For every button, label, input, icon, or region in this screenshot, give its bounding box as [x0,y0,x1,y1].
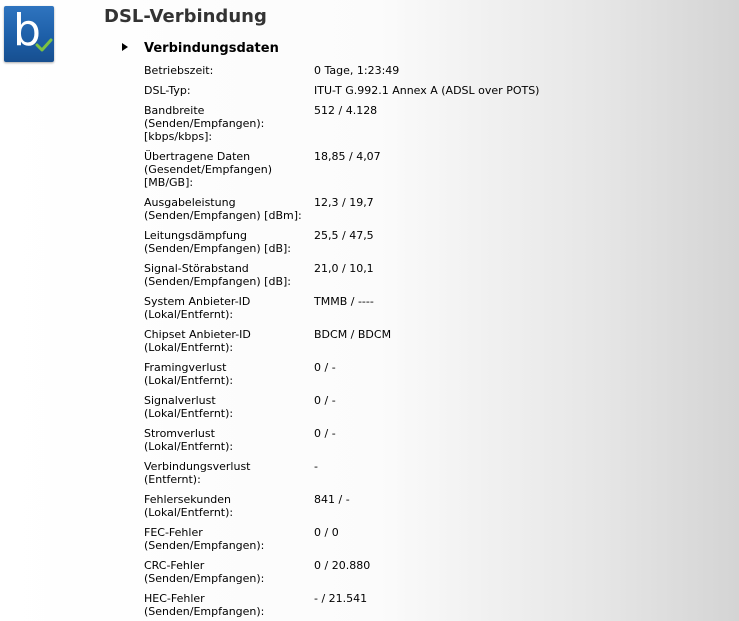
row-label: Leitungsdämpfung (Senden/Empfangen) [dB]: [144,229,292,255]
data-row [144,328,704,354]
data-row [144,361,704,387]
data-row [144,64,704,77]
section-title: Verbindungsdaten [144,41,279,56]
row-value: - [314,460,318,473]
data-row [144,104,704,143]
connection-data-list [144,64,704,618]
data-row [144,262,704,288]
row-label: Stromverlust (Lokal/Entfernt): [144,427,234,453]
row-value: 25,5 / 47,5 [314,229,374,242]
row-label: Fehlersekunden (Lokal/Entfernt): [144,493,234,519]
row-label: System Anbieter-ID (Lokal/Entfernt): [144,295,251,321]
row-label: HEC-Fehler (Senden/Empfangen): [144,592,265,618]
row-label: Signalverlust (Lokal/Entfernt): [144,394,234,420]
triangle-right-icon [120,42,130,52]
row-label: Chipset Anbieter-ID (Lokal/Entfernt): [144,328,251,354]
row-value: 0 / - [314,427,336,440]
row-value: 0 / 20.880 [314,559,371,572]
logo-letter-b-icon: b [13,5,41,56]
row-value: 0 Tage, 1:23:49 [314,64,400,77]
row-value: 841 / - [314,493,350,506]
row-label: Bandbreite (Senden/Empfangen): [kbps/kbps]: [144,104,265,143]
row-value: 18,85 / 4,07 [314,150,381,163]
data-row [144,526,704,552]
row-label: FEC-Fehler (Senden/Empfangen): [144,526,265,552]
data-row [144,295,704,321]
row-label: Betriebszeit: [144,64,214,77]
brand-logo [4,6,54,62]
page-title: DSL-Verbindung [104,6,267,27]
row-label: Verbindungsverlust (Entfernt): [144,460,251,486]
data-row [144,592,704,618]
row-value: 512 / 4.128 [314,104,378,117]
row-value: 0 / - [314,361,336,374]
row-value: 12,3 / 19,7 [314,196,374,209]
data-row [144,460,704,486]
data-row [144,559,704,585]
row-label: Übertragene Daten (Gesendet/Empfangen) [MB/GB]: [144,150,273,189]
row-label: DSL-Typ: [144,84,191,97]
data-row [144,229,704,255]
row-label: CRC-Fehler (Senden/Empfangen): [144,559,265,585]
data-row [144,84,704,97]
row-value: 0 / - [314,394,336,407]
row-label: Signal-Störabstand (Senden/Empfangen) [dB]: [144,262,292,288]
row-value: TMMB / ---- [314,295,374,308]
row-label: Framingverlust (Lokal/Entfernt): [144,361,234,387]
row-value: - / 21.541 [314,592,368,605]
checkmark-icon [35,38,53,52]
row-value: 21,0 / 10,1 [314,262,374,275]
data-row [144,427,704,453]
data-row [144,394,704,420]
data-row [144,493,704,519]
row-value: ITU-T G.992.1 Annex A (ADSL over POTS) [314,84,540,97]
data-row [144,150,704,189]
data-row [144,196,704,222]
row-value: 0 / 0 [314,526,339,539]
row-value: BDCM / BDCM [314,328,392,341]
row-label: Ausgabeleistung (Senden/Empfangen) [dBm]: [144,196,302,222]
